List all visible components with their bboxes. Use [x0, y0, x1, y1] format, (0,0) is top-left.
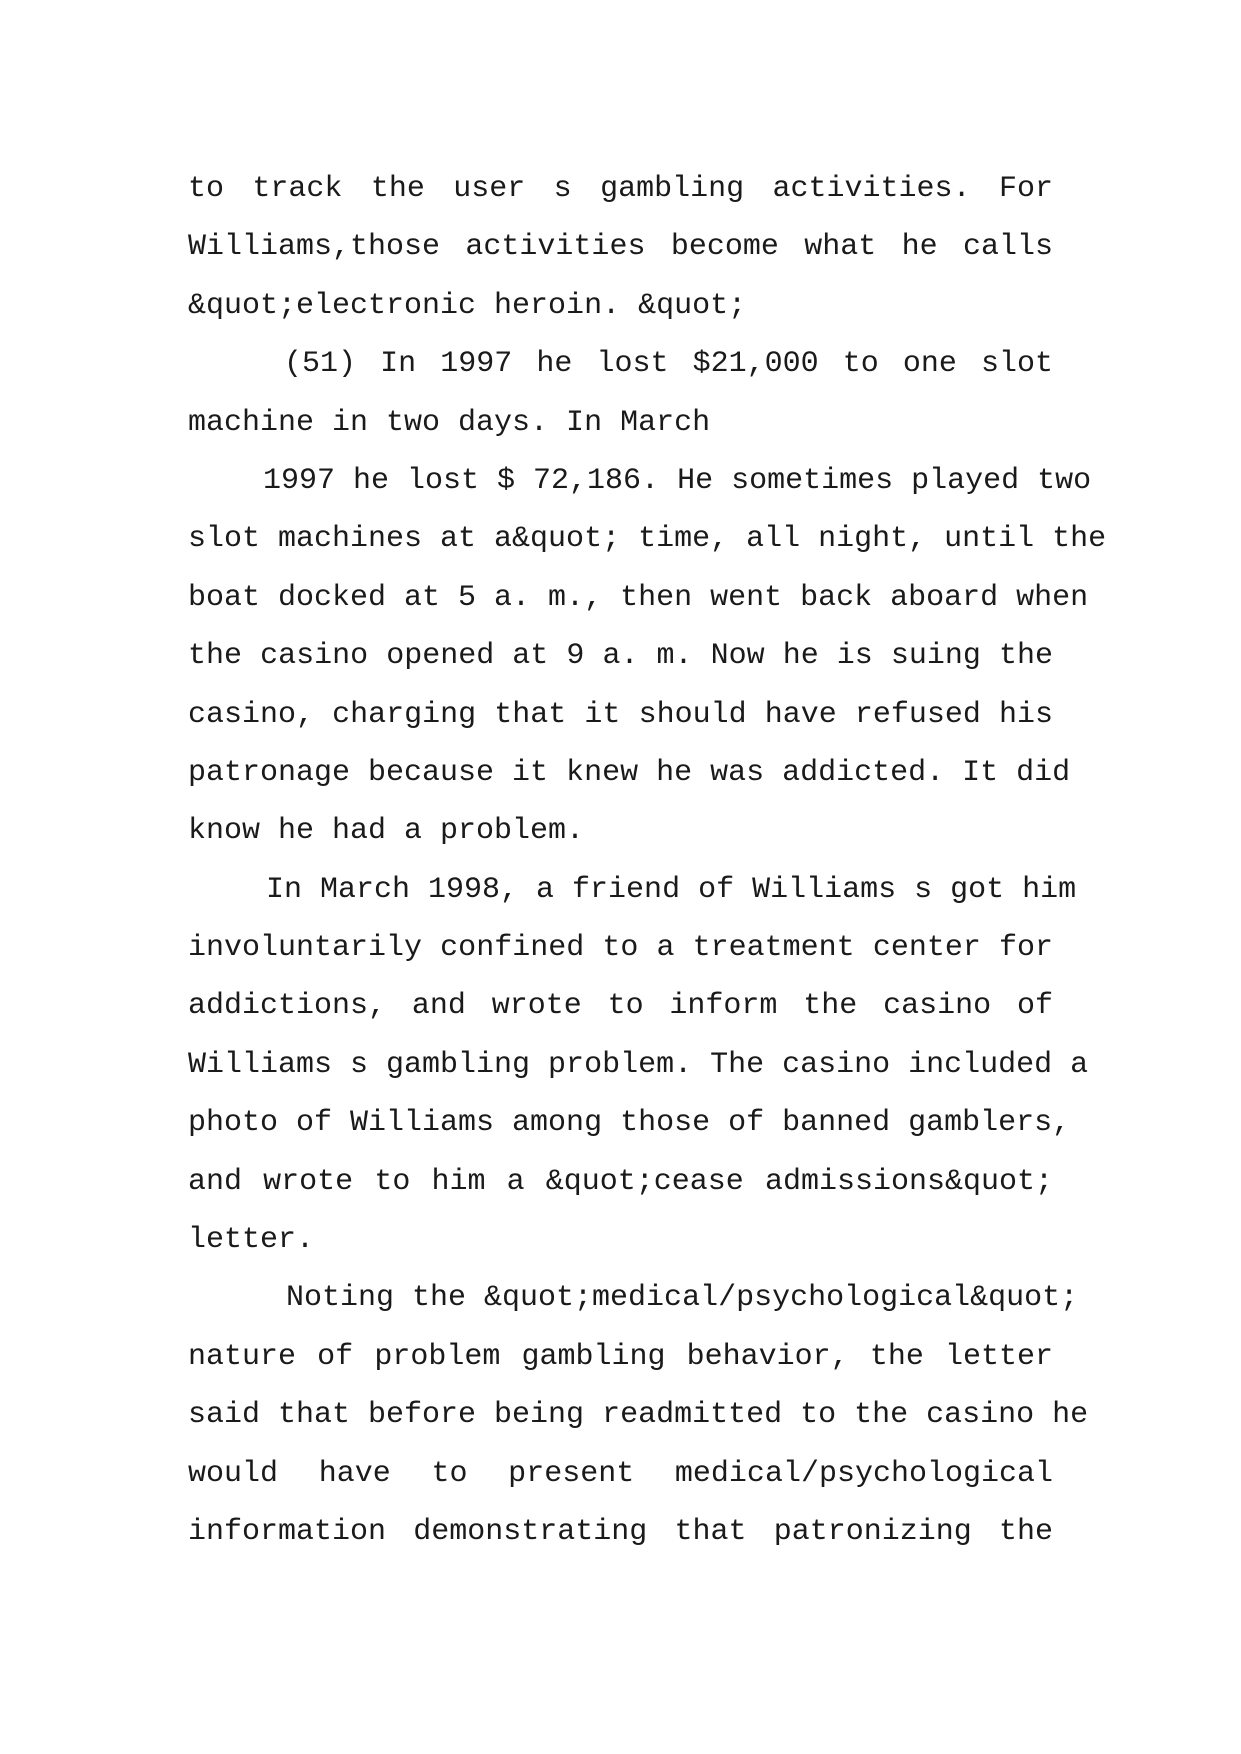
text-line: information demonstrating that patronizing the: [188, 1514, 1053, 1549]
text-line: &quot;electronic heroin. &quot;: [188, 288, 747, 323]
text-line: machine in two days. In March: [188, 405, 711, 440]
text-line: involuntarily confined to a treatment center for: [188, 931, 1053, 966]
text-line: letter.: [188, 1223, 315, 1258]
text-line: said that before being readmitted to the casino he: [188, 1398, 1089, 1433]
paragraph-start-line: In March 1998, a friend of Williams s got him: [266, 872, 1077, 907]
paragraph-start-line: 1997 he lost $ 72,186. He sometimes played two: [263, 463, 1092, 498]
text-line: would have to present medical/psychological: [188, 1456, 1053, 1491]
text-line: slot machines at a&quot; time, all night, until the: [188, 522, 1107, 557]
text-line: know he had a problem.: [188, 814, 585, 849]
text-line: and wrote to him a &quot;cease admissions&quot;: [188, 1164, 1053, 1199]
text-line: nature of problem gambling behavior, the letter: [188, 1339, 1053, 1374]
text-line: casino, charging that it should have refused his: [188, 697, 1053, 732]
text-line: photo of Williams among those of banned gamblers,: [188, 1106, 1071, 1141]
paragraph-start-line: (51) In 1997 he lost $21,000 to one slot: [284, 347, 1053, 382]
paragraph-start-line: Noting the &quot;medical/psychological&quot;: [286, 1281, 1079, 1316]
text-line: Williams s gambling problem. The casino included a: [188, 1047, 1089, 1082]
text-line: Williams,those activities become what he calls: [188, 230, 1053, 265]
text-line: to track the user s gambling activities. For: [188, 172, 1053, 206]
text-line: the casino opened at 9 a. m. Now he is suing the: [188, 639, 1053, 674]
text-line: boat docked at 5 a. m., then went back aboard when: [188, 580, 1089, 615]
text-line: patronage because it knew he was addicted. It did: [188, 755, 1071, 790]
body-text: [188, 160, 1107, 1561]
text-line: addictions, and wrote to inform the casino of: [188, 989, 1053, 1024]
